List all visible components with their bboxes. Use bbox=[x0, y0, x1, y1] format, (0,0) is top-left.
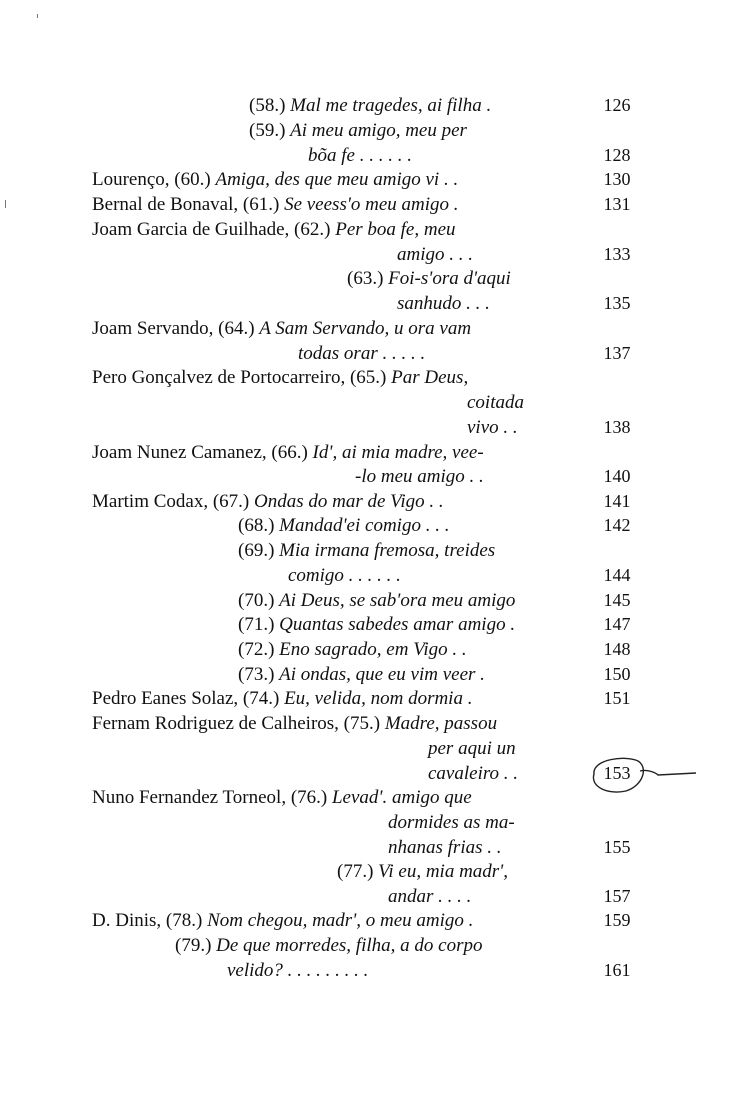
toc-entry-64-cont: todas orar . . . . . bbox=[298, 343, 426, 364]
toc-entry-61: Bernal de Bonaval, (61.) Se veess'o meu amigo . bbox=[92, 194, 459, 215]
page-number: 138 bbox=[603, 417, 631, 437]
toc-entry-71: (71.) Quantas sabedes amar amigo . bbox=[238, 614, 516, 635]
page-number: 126 bbox=[603, 95, 631, 115]
page-number: 161 bbox=[603, 960, 631, 980]
toc-entry-59-cont: bõa fe . . . . . . bbox=[308, 145, 412, 166]
toc-entry-68: (68.) Mandad'ei comigo . . . bbox=[238, 515, 450, 536]
toc-entry-64: Joam Servando, (64.) A Sam Servando, u ora vam bbox=[92, 318, 472, 339]
scan-artifact bbox=[5, 200, 6, 208]
page-number: 133 bbox=[603, 244, 631, 264]
page-number: 144 bbox=[603, 565, 631, 585]
page-number: 131 bbox=[603, 194, 631, 214]
toc-entry-69: (69.) Mia irmana fremosa, treides bbox=[238, 540, 496, 561]
toc-entry-76-cont: dormides as ma- bbox=[388, 812, 515, 833]
toc-entry-63: (63.) Foi-s'ora d'aqui bbox=[347, 268, 511, 289]
page-number: 142 bbox=[603, 515, 631, 535]
toc-entry-69-cont: comigo . . . . . . bbox=[288, 565, 401, 586]
toc-entry-62: Joam Garcia de Guilhade, (62.) Per boa fe, meu bbox=[92, 219, 456, 240]
page-number: 130 bbox=[603, 169, 631, 189]
toc-entry-65-cont: vivo . . bbox=[467, 417, 518, 438]
toc-entry-63-cont: sanhudo . . . bbox=[397, 293, 490, 314]
page-number: 155 bbox=[603, 837, 631, 857]
page-number: 140 bbox=[603, 466, 631, 486]
toc-entry-74: Pedro Eanes Solaz, (74.) Eu, velida, nom dormia . bbox=[92, 688, 473, 709]
toc-entry-75: Fernam Rodriguez de Calheiros, (75.) Madre, passou bbox=[92, 713, 498, 734]
toc-entry-66-cont: -lo meu amigo . . bbox=[355, 466, 484, 487]
toc-entry-59: (59.) Ai meu amigo, meu per bbox=[249, 120, 467, 141]
page-number: 137 bbox=[603, 343, 631, 363]
page-number: 159 bbox=[603, 910, 631, 930]
toc-entry-79-cont: velido? . . . . . . . . . bbox=[227, 960, 369, 981]
page-number: 141 bbox=[603, 491, 631, 511]
page-number: 157 bbox=[603, 886, 631, 906]
toc-entry-60: Lourenço, (60.) Amiga, des que meu amigo vi . . bbox=[92, 169, 459, 190]
toc-entry-58: (58.) Mal me tragedes, ai filha . bbox=[249, 95, 492, 116]
toc-entry-77: (77.) Vi eu, mia madr', bbox=[337, 861, 508, 882]
toc-entry-65-cont: coitada bbox=[467, 392, 524, 413]
toc-entry-79: (79.) De que morredes, filha, a do corpo bbox=[175, 935, 483, 956]
page-number: 147 bbox=[603, 614, 631, 634]
toc-entry-76-cont: nhanas frias . . bbox=[388, 837, 502, 858]
toc-entry-78: D. Dinis, (78.) Nom chegou, madr', o meu amigo . bbox=[92, 910, 474, 931]
toc-entry-77-cont: andar . . . . bbox=[388, 886, 472, 907]
page-number: 151 bbox=[603, 688, 631, 708]
toc-entry-72: (72.) Eno sagrado, em Vigo . . bbox=[238, 639, 467, 660]
toc-entry-73: (73.) Ai ondas, que eu vim veer . bbox=[238, 664, 485, 685]
page-number: 148 bbox=[603, 639, 631, 659]
toc-entry-66: Joam Nunez Camanez, (66.) Id', ai mia madre, vee- bbox=[92, 442, 484, 463]
toc-entry-75-cont: cavaleiro . . bbox=[428, 763, 519, 784]
toc-entry-65: Pero Gonçalvez de Portocarreiro, (65.) Par Deus, bbox=[92, 367, 469, 388]
page-number: 128 bbox=[603, 145, 631, 165]
toc-entry-67: Martim Codax, (67.) Ondas do mar de Vigo . . bbox=[92, 491, 444, 512]
page-number: 145 bbox=[603, 590, 631, 610]
pen-circle-annotation bbox=[586, 751, 700, 797]
page-number: 150 bbox=[603, 664, 631, 684]
toc-entry-70: (70.) Ai Deus, se sab'ora meu amigo bbox=[238, 590, 516, 611]
toc-entry-75-cont: per aqui un bbox=[428, 738, 516, 759]
scan-artifact bbox=[37, 14, 38, 18]
page-number: 135 bbox=[603, 293, 631, 313]
page-number-circled: 153 bbox=[603, 763, 631, 783]
toc-entry-62-cont: amigo . . . bbox=[397, 244, 473, 265]
toc-entry-76: Nuno Fernandez Torneol, (76.) Levad'. amigo que bbox=[92, 787, 472, 808]
